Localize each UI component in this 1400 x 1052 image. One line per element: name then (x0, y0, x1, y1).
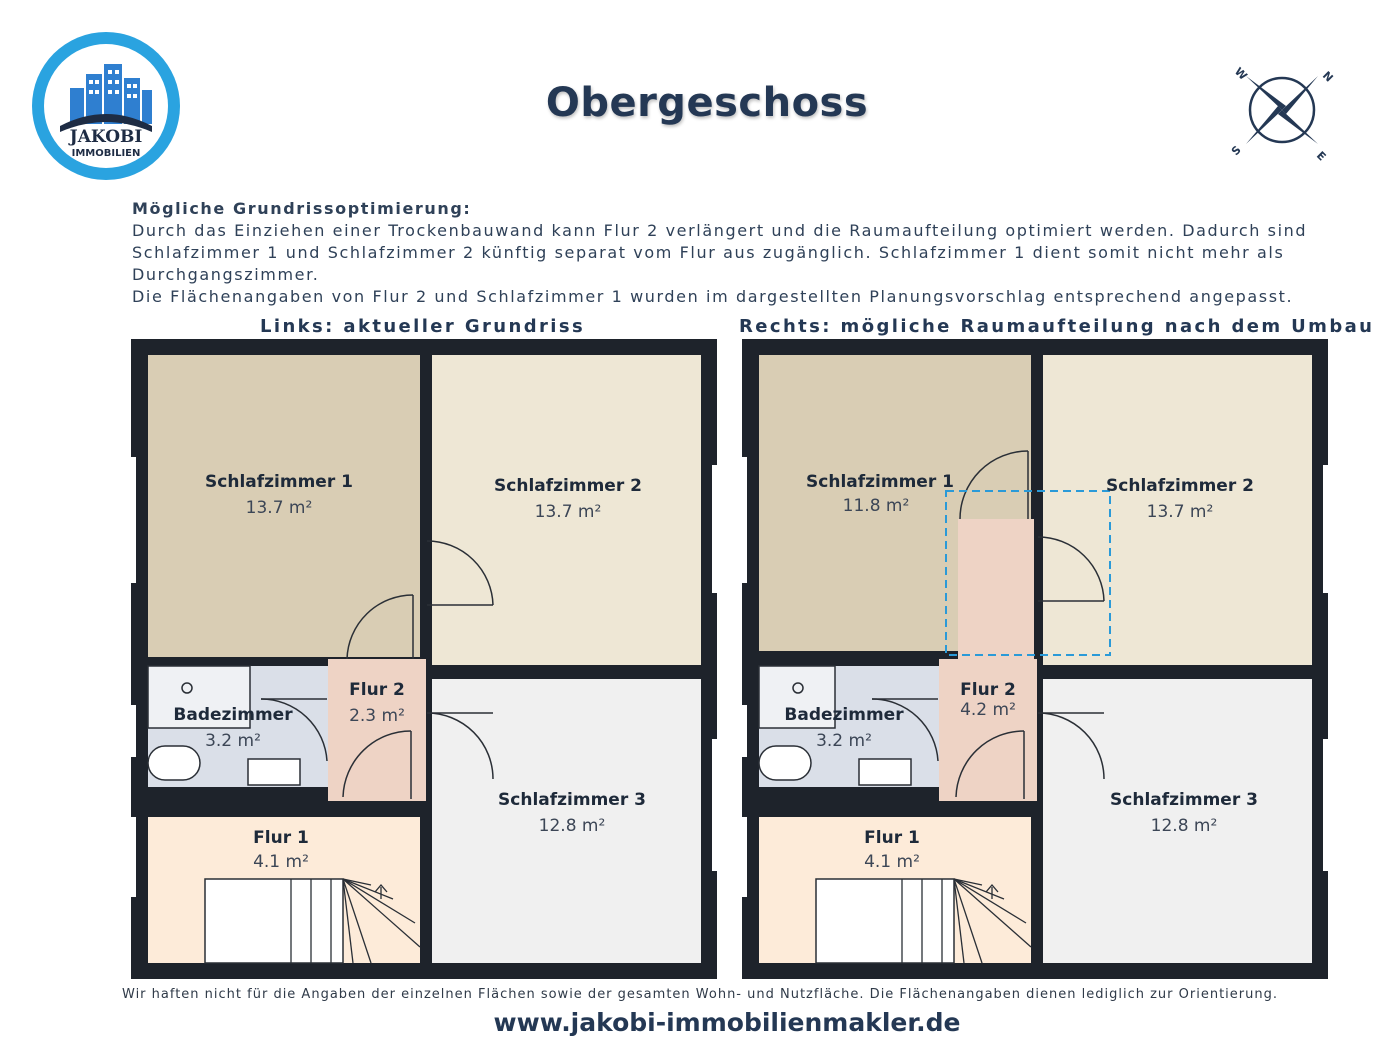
room-area-flur-1: 4.1 m² (864, 852, 920, 872)
room-area-badezimmer: 3.2 m² (816, 731, 872, 751)
compass-w: W (1231, 64, 1250, 83)
compass-s: S (1228, 143, 1244, 159)
logo-text-jakobi: JAKOBI (69, 127, 143, 147)
room-label-flur-2: Flur 2 (349, 680, 405, 700)
room-area-flur-2: 2.3 m² (349, 706, 405, 726)
floor-plan-current (131, 339, 717, 979)
description-heading: Mögliche Grundrissoptimierung: (132, 199, 472, 218)
room-label-schlafzimmer-3: Schlafzimmer 3 (1110, 790, 1258, 810)
description-line: Die Flächenangaben von Flur 2 und Schlafzimmer 1 wurden im dargestellten Planungsvorschlag entsprechend angepasst. (132, 287, 1294, 306)
right-plan-caption: Rechts: mögliche Raumaufteilung nach dem Umbau (739, 316, 1375, 337)
compass-icon (1228, 60, 1336, 162)
room-area-schlafzimmer-2: 13.7 m² (1146, 502, 1214, 522)
description-line: Durchgangszimmer. (132, 265, 320, 284)
room-area-badezimmer: 3.2 m² (205, 731, 261, 751)
compass-e: E (1313, 148, 1329, 162)
room-label-schlafzimmer-1: Schlafzimmer 1 (205, 472, 353, 492)
floor-plan-proposed (742, 339, 1328, 979)
room-label-flur-2: Flur 2 (960, 680, 1016, 700)
room-area-flur-2: 4.2 m² (960, 700, 1016, 720)
room-area-flur-1: 4.1 m² (253, 852, 309, 872)
room-label-schlafzimmer-2: Schlafzimmer 2 (494, 476, 642, 496)
optimization-description (132, 198, 1372, 308)
room-label-schlafzimmer-2: Schlafzimmer 2 (1106, 476, 1254, 496)
room-area-schlafzimmer-3: 12.8 m² (1150, 816, 1218, 836)
logo-text-immobilien: IMMOBILIEN (71, 148, 141, 159)
website-link[interactable]: www.jakobi-immobilienmakler.de (493, 1008, 961, 1037)
room-label-flur-1: Flur 1 (253, 828, 309, 848)
room-label-flur-1: Flur 1 (864, 828, 920, 848)
room-area-schlafzimmer-1: 11.8 m² (842, 496, 910, 516)
room-label-badezimmer: Badezimmer (784, 705, 904, 725)
room-label-schlafzimmer-3: Schlafzimmer 3 (498, 790, 646, 810)
room-area-schlafzimmer-3: 12.8 m² (538, 816, 606, 836)
room-label-badezimmer: Badezimmer (173, 705, 293, 725)
page-title: Obergeschoss (545, 80, 869, 126)
room-area-schlafzimmer-2: 13.7 m² (534, 502, 602, 522)
compass-n: N (1319, 68, 1336, 85)
disclaimer-text: Wir haften nicht für die Angaben der einzelnen Flächen sowie der gesamten Wohn- und Nutzfläche. Die Flächenangaben dienen lediglich zur Orientierung. (122, 987, 1278, 1002)
left-plan-caption: Links: aktueller Grundriss (260, 316, 586, 337)
room-label-schlafzimmer-1: Schlafzimmer 1 (806, 472, 954, 492)
description-line: Schlafzimmer 1 und Schlafzimmer 2 künftig separat vom Flur aus zugänglich. Schlafzimmer 1 dient somit nicht mehr als (132, 243, 1285, 262)
description-line: Durch das Einziehen einer Trockenbauwand kann Flur 2 verlängert und die Raumaufteilung optimiert werden. Dadurch sind (132, 221, 1308, 240)
room-area-schlafzimmer-1: 13.7 m² (245, 498, 313, 518)
